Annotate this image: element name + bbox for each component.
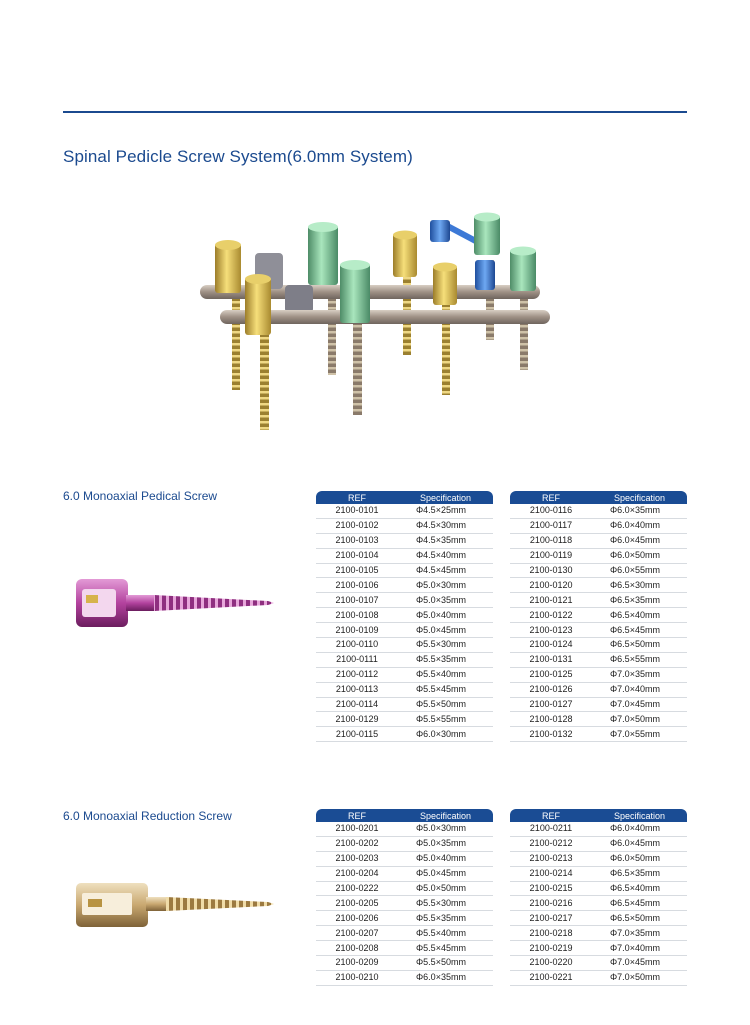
specification-cell: Φ6.5×30mm [592,578,687,593]
table-row [316,956,493,971]
specification-cell: Φ6.0×55mm [592,563,687,578]
table-row [510,881,687,896]
ref-cell: 2100-0124 [510,638,592,653]
ref-cell: 2100-0221 [510,970,592,985]
monoaxial-pedical-screw-image [68,575,278,635]
specification-cell: Φ6.0×35mm [592,504,687,518]
table-row [510,638,687,653]
specification-cell: Φ6.5×35mm [592,593,687,608]
ref-cell: 2100-0121 [510,593,592,608]
specification-cell: Φ5.5×30mm [398,896,493,911]
specification-cell: Φ5.0×50mm [398,881,493,896]
specification-cell: Φ6.0×35mm [398,970,493,985]
ref-cell: 2100-0102 [316,518,398,533]
specification-cell: Φ6.5×45mm [592,896,687,911]
table-row [510,623,687,638]
reduction-screw-table-left [316,809,493,986]
table-row [316,608,493,623]
specification-cell: Φ5.0×35mm [398,836,493,851]
specification-cell: Φ7.0×45mm [592,956,687,971]
ref-cell: 2100-0218 [510,926,592,941]
specification-cell: Φ5.0×40mm [398,851,493,866]
table-row [510,712,687,727]
table-row [510,851,687,866]
ref-cell: 2100-0118 [510,533,592,548]
specification-cell: Φ5.5×40mm [398,926,493,941]
specification-cell: Φ5.0×30mm [398,822,493,836]
ref-cell: 2100-0112 [316,667,398,682]
ref-cell: 2100-0119 [510,548,592,563]
ref-cell: 2100-0210 [316,970,398,985]
table-row [510,956,687,971]
ref-cell: 2100-0128 [510,712,592,727]
ref-cell: 2100-0127 [510,697,592,712]
ref-cell: 2100-0201 [316,822,398,836]
specification-cell: Φ7.0×50mm [592,970,687,985]
ref-cell: 2100-0126 [510,682,592,697]
ref-cell: 2100-0205 [316,896,398,911]
ref-cell: 2100-0103 [316,533,398,548]
specification-cell: Φ6.5×55mm [592,652,687,667]
ref-header: REF [316,491,398,504]
ref-cell: 2100-0117 [510,518,592,533]
specification-cell: Φ6.5×35mm [592,866,687,881]
ref-cell: 2100-0211 [510,822,592,836]
table-row [316,941,493,956]
specification-cell: Φ5.5×30mm [398,638,493,653]
table-row [510,578,687,593]
ref-cell: 2100-0203 [316,851,398,866]
table-row [316,836,493,851]
specification-cell: Φ5.5×35mm [398,911,493,926]
specification-cell: Φ4.5×40mm [398,548,493,563]
table-row [316,518,493,533]
table-row [510,504,687,518]
pedical-screw-table-right [510,491,687,742]
specification-cell: Φ6.5×40mm [592,881,687,896]
table-row [316,504,493,518]
table-row [316,970,493,985]
ref-cell: 2100-0209 [316,956,398,971]
specification-cell: Φ7.0×35mm [592,926,687,941]
ref-cell: 2100-0131 [510,652,592,667]
ref-cell: 2100-0207 [316,926,398,941]
table-row [316,881,493,896]
ref-cell: 2100-0110 [316,638,398,653]
ref-cell: 2100-0115 [316,727,398,742]
table-row [316,866,493,881]
specification-cell: Φ6.0×45mm [592,533,687,548]
ref-cell: 2100-0132 [510,727,592,742]
specification-cell: Φ4.5×30mm [398,518,493,533]
specification-cell: Φ7.0×55mm [592,727,687,742]
specification-cell: Φ6.5×50mm [592,911,687,926]
pedical-screw-table-left [316,491,493,742]
specification-cell: Φ7.0×40mm [592,682,687,697]
table-row [510,836,687,851]
specification-cell: Φ4.5×25mm [398,504,493,518]
table-row [510,970,687,985]
table-row [510,926,687,941]
ref-cell: 2100-0219 [510,941,592,956]
ref-cell: 2100-0129 [316,712,398,727]
ref-cell: 2100-0125 [510,667,592,682]
table-row [510,697,687,712]
table-row [316,697,493,712]
ref-header: REF [510,809,592,822]
ref-cell: 2100-0220 [510,956,592,971]
table-row [316,682,493,697]
specification-cell: Φ6.0×50mm [592,548,687,563]
pedicle-screw-system-image [190,205,560,440]
table-row [316,652,493,667]
specification-cell: Φ5.5×45mm [398,682,493,697]
table-row [316,712,493,727]
section-title-monoaxial-pedical-screw: 6.0 Monoaxial Pedical Screw [63,489,218,503]
ref-cell: 2100-0107 [316,593,398,608]
specification-cell: Φ5.0×40mm [398,608,493,623]
table-row [510,563,687,578]
table-row [510,682,687,697]
page-title: Spinal Pedicle Screw System(6.0mm System) [63,147,413,166]
specification-cell: Φ6.0×40mm [592,518,687,533]
table-row [510,518,687,533]
ref-cell: 2100-0120 [510,578,592,593]
ref-cell: 2100-0212 [510,836,592,851]
table-row [510,608,687,623]
table-row [510,652,687,667]
table-row [510,727,687,742]
specification-cell: Φ7.0×50mm [592,712,687,727]
ref-header: REF [316,809,398,822]
reduction-screw-table-right [510,809,687,986]
specification-cell: Φ7.0×35mm [592,667,687,682]
specification-cell: Φ5.5×55mm [398,712,493,727]
specification-cell: Φ6.0×50mm [592,851,687,866]
table-row [510,896,687,911]
specification-cell: Φ6.5×45mm [592,623,687,638]
specification-cell: Φ5.0×45mm [398,866,493,881]
table-row [316,563,493,578]
table-row [316,638,493,653]
ref-cell: 2100-0113 [316,682,398,697]
monoaxial-reduction-screw-image [68,875,278,935]
specification-cell: Φ6.0×30mm [398,727,493,742]
table-row [510,911,687,926]
ref-cell: 2100-0122 [510,608,592,623]
specification-cell: Φ7.0×45mm [592,697,687,712]
specification-header: Specification [398,809,493,822]
ref-cell: 2100-0114 [316,697,398,712]
ref-cell: 2100-0204 [316,866,398,881]
ref-cell: 2100-0215 [510,881,592,896]
table-row [510,533,687,548]
table-row [316,533,493,548]
ref-cell: 2100-0217 [510,911,592,926]
ref-cell: 2100-0222 [316,881,398,896]
table-row [316,593,493,608]
table-row [316,911,493,926]
ref-cell: 2100-0109 [316,623,398,638]
specification-cell: Φ5.5×45mm [398,941,493,956]
table-row [510,593,687,608]
ref-cell: 2100-0104 [316,548,398,563]
specification-cell: Φ5.0×45mm [398,623,493,638]
specification-cell: Φ6.5×40mm [592,608,687,623]
specification-cell: Φ5.5×35mm [398,652,493,667]
specification-header: Specification [592,491,687,504]
table-row [316,822,493,836]
ref-header: REF [510,491,592,504]
ref-cell: 2100-0105 [316,563,398,578]
specification-cell: Φ4.5×45mm [398,563,493,578]
ref-cell: 2100-0116 [510,504,592,518]
table-row [510,667,687,682]
table-row [510,866,687,881]
table-row [316,578,493,593]
table-row [316,548,493,563]
specification-cell: Φ5.0×35mm [398,593,493,608]
specification-cell: Φ5.5×40mm [398,667,493,682]
table-row [316,727,493,742]
ref-cell: 2100-0101 [316,504,398,518]
specification-cell: Φ4.5×35mm [398,533,493,548]
specification-cell: Φ6.0×45mm [592,836,687,851]
ref-cell: 2100-0111 [316,652,398,667]
specification-cell: Φ7.0×40mm [592,941,687,956]
table-row [510,822,687,836]
ref-cell: 2100-0202 [316,836,398,851]
specification-cell: Φ5.5×50mm [398,697,493,712]
table-row [316,926,493,941]
table-row [510,548,687,563]
ref-cell: 2100-0214 [510,866,592,881]
table-row [316,851,493,866]
table-row [316,623,493,638]
specification-cell: Φ5.0×30mm [398,578,493,593]
table-row [316,896,493,911]
section-title-monoaxial-reduction-screw: 6.0 Monoaxial Reduction Screw [63,809,232,823]
specification-cell: Φ6.5×50mm [592,638,687,653]
ref-cell: 2100-0130 [510,563,592,578]
table-row [510,941,687,956]
ref-cell: 2100-0208 [316,941,398,956]
ref-cell: 2100-0216 [510,896,592,911]
ref-cell: 2100-0213 [510,851,592,866]
table-row [316,667,493,682]
specification-header: Specification [398,491,493,504]
specification-cell: Φ5.5×50mm [398,956,493,971]
ref-cell: 2100-0108 [316,608,398,623]
top-rule [63,111,687,113]
ref-cell: 2100-0123 [510,623,592,638]
ref-cell: 2100-0206 [316,911,398,926]
specification-cell: Φ6.0×40mm [592,822,687,836]
specification-header: Specification [592,809,687,822]
ref-cell: 2100-0106 [316,578,398,593]
